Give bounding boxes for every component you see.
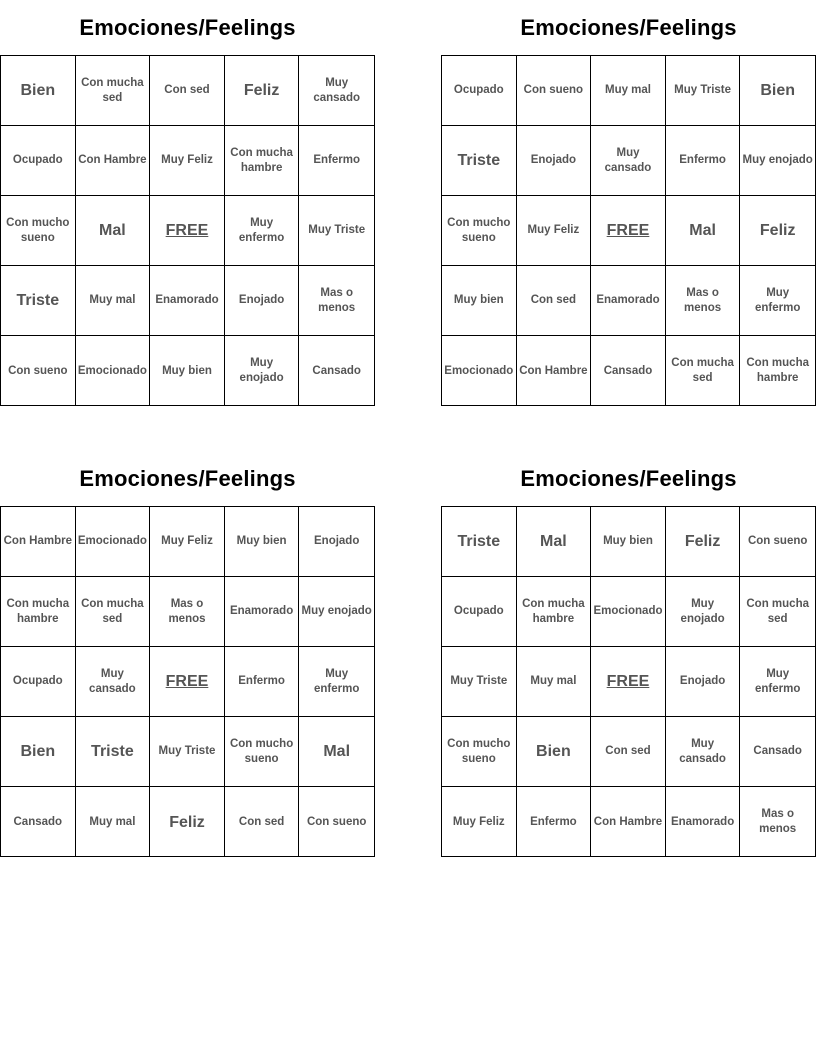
bingo-cell: Muy enfermo <box>740 266 815 336</box>
bingo-cell: Enfermo <box>299 126 374 196</box>
bingo-cell: Muy Feliz <box>442 787 517 857</box>
bingo-cell: Con mucha sed <box>740 577 815 647</box>
bingo-cell: Mal <box>666 196 741 266</box>
bingo-cell: Ocupado <box>442 56 517 126</box>
bingo-cell: Muy Triste <box>299 196 374 266</box>
bingo-cell: Mas o menos <box>666 266 741 336</box>
bingo-cell: Emocionado <box>591 577 666 647</box>
bingo-cell: Emocionado <box>76 336 151 406</box>
bingo-cell: Con Hambre <box>591 787 666 857</box>
bingo-cell: Feliz <box>150 787 225 857</box>
bingo-cell: Enfermo <box>517 787 592 857</box>
bingo-cell: Bien <box>1 717 76 787</box>
bingo-cell: Emocionado <box>442 336 517 406</box>
bingo-cell: Con sed <box>225 787 300 857</box>
bingo-cell: Con mucho sueno <box>442 196 517 266</box>
bingo-cell: Muy enojado <box>666 577 741 647</box>
bingo-cell: Ocupado <box>1 126 76 196</box>
bingo-cell: Con mucho sueno <box>1 196 76 266</box>
bingo-grid <box>441 55 816 406</box>
bingo-cell: Con sueno <box>306 815 367 828</box>
bingo-cell: Muy bien <box>150 336 225 406</box>
free-space: FREE <box>591 196 666 266</box>
bingo-grid <box>441 506 816 857</box>
bingo-cell: Muy bien <box>442 266 517 336</box>
bingo-cell: Cansado <box>312 364 361 377</box>
bingo-cell: Feliz <box>666 507 741 577</box>
bingo-cell: Muy bien <box>225 507 300 577</box>
bingo-cell: Con mucha hambre <box>1 577 76 647</box>
bingo-cell: Ocupado <box>442 577 517 647</box>
bingo-cell: Muy cansado <box>299 56 374 126</box>
bingo-cell: Muy mal <box>76 787 151 857</box>
bingo-cell: Muy Feliz <box>517 196 592 266</box>
bingo-cell: Con Hambre <box>517 336 592 406</box>
bingo-cell: Feliz <box>225 56 300 126</box>
card-title: Emociones/Feelings <box>520 466 737 491</box>
bingo-cell: Con sed <box>150 56 225 126</box>
bingo-cell: Triste <box>1 266 76 336</box>
bingo-cell: Enamorado <box>591 266 666 336</box>
bingo-cell: Bien <box>740 56 815 126</box>
bingo-cell: Con Hambre <box>1 507 76 577</box>
bingo-cell: Muy mal <box>591 56 666 126</box>
bingo-cell: Enojado <box>299 507 374 577</box>
bingo-cell: Enfermo <box>225 647 300 717</box>
bingo-cell: Enamorado <box>666 787 741 857</box>
bingo-cell: Mal <box>76 196 151 266</box>
bingo-cell: Muy enojado <box>740 126 815 196</box>
bingo-cell: Muy enojado <box>299 577 374 647</box>
bingo-cell: Con mucho sueno <box>442 717 517 787</box>
bingo-cell: Con mucha sed <box>76 577 151 647</box>
bingo-cell: Con sueno <box>517 56 592 126</box>
bingo-cell: Triste <box>442 126 517 196</box>
bingo-cell: Muy mal <box>517 647 592 717</box>
card-title: Emociones/Feelings <box>79 15 296 40</box>
bingo-cell: Con mucha sed <box>666 336 741 406</box>
bingo-cell: Enojado <box>666 647 741 717</box>
bingo-cell: Triste <box>76 717 151 787</box>
bingo-cell: Bien <box>1 56 76 126</box>
bingo-card-1 <box>0 0 375 406</box>
bingo-cell: Con sueno <box>1 336 76 406</box>
bingo-cell: Con mucha hambre <box>225 126 300 196</box>
bingo-cell: Emocionado <box>76 507 151 577</box>
bingo-cell: Con Hambre <box>76 126 151 196</box>
bingo-cell: Feliz <box>740 196 815 266</box>
bingo-cell: Con mucha hambre <box>517 577 592 647</box>
bingo-cell: Mas o menos <box>759 808 797 835</box>
bingo-cell: Muy Triste <box>666 56 741 126</box>
card-title: Emociones/Feelings <box>79 466 296 491</box>
bingo-cell: Con mucha sed <box>76 56 151 126</box>
bingo-cell: Cansado <box>1 787 76 857</box>
bingo-grid <box>0 55 375 406</box>
bingo-cell: Muy cansado <box>591 126 666 196</box>
bingo-cell: Muy enojado <box>225 336 300 406</box>
bingo-grid <box>0 506 375 857</box>
bingo-cell: Muy cansado <box>76 647 151 717</box>
bingo-card-4 <box>441 451 816 857</box>
bingo-cell: Con sed <box>591 717 666 787</box>
bingo-cell: Con mucha hambre <box>746 357 809 384</box>
bingo-cell: Cansado <box>740 717 815 787</box>
bingo-cell: Muy Feliz <box>150 126 225 196</box>
bingo-cell: Mas o menos <box>150 577 225 647</box>
bingo-cell: Mas o menos <box>299 266 374 336</box>
bingo-cell: Muy enfermo <box>225 196 300 266</box>
bingo-cell: Enamorado <box>225 577 300 647</box>
bingo-cell: Con sueno <box>740 507 815 577</box>
bingo-card-2 <box>441 0 816 406</box>
bingo-cell: Enojado <box>517 126 592 196</box>
bingo-cell: Cansado <box>591 336 666 406</box>
bingo-cell: Mal <box>517 507 592 577</box>
bingo-cell: Muy bien <box>591 507 666 577</box>
bingo-cell: Enamorado <box>150 266 225 336</box>
bingo-cell: Muy Triste <box>150 717 225 787</box>
bingo-cell: Muy Triste <box>442 647 517 717</box>
bingo-card-3 <box>0 451 375 857</box>
bingo-cell: Enojado <box>225 266 300 336</box>
free-space: FREE <box>150 196 225 266</box>
bingo-cell: Enfermo <box>666 126 741 196</box>
bingo-cell: Muy Feliz <box>150 507 225 577</box>
bingo-cell: Con mucho sueno <box>225 717 300 787</box>
bingo-cell: Ocupado <box>1 647 76 717</box>
free-space: FREE <box>591 647 666 717</box>
bingo-cell: Con sed <box>517 266 592 336</box>
free-space: FREE <box>150 647 225 717</box>
card-title: Emociones/Feelings <box>520 15 737 40</box>
bingo-cell: Muy enfermo <box>740 647 815 717</box>
bingo-cell: Muy enfermo <box>299 647 374 717</box>
bingo-cell: Triste <box>442 507 517 577</box>
bingo-cell: Muy cansado <box>666 717 741 787</box>
bingo-cell: Bien <box>517 717 592 787</box>
bingo-cell: Mal <box>299 717 374 787</box>
bingo-cell: Muy mal <box>76 266 151 336</box>
